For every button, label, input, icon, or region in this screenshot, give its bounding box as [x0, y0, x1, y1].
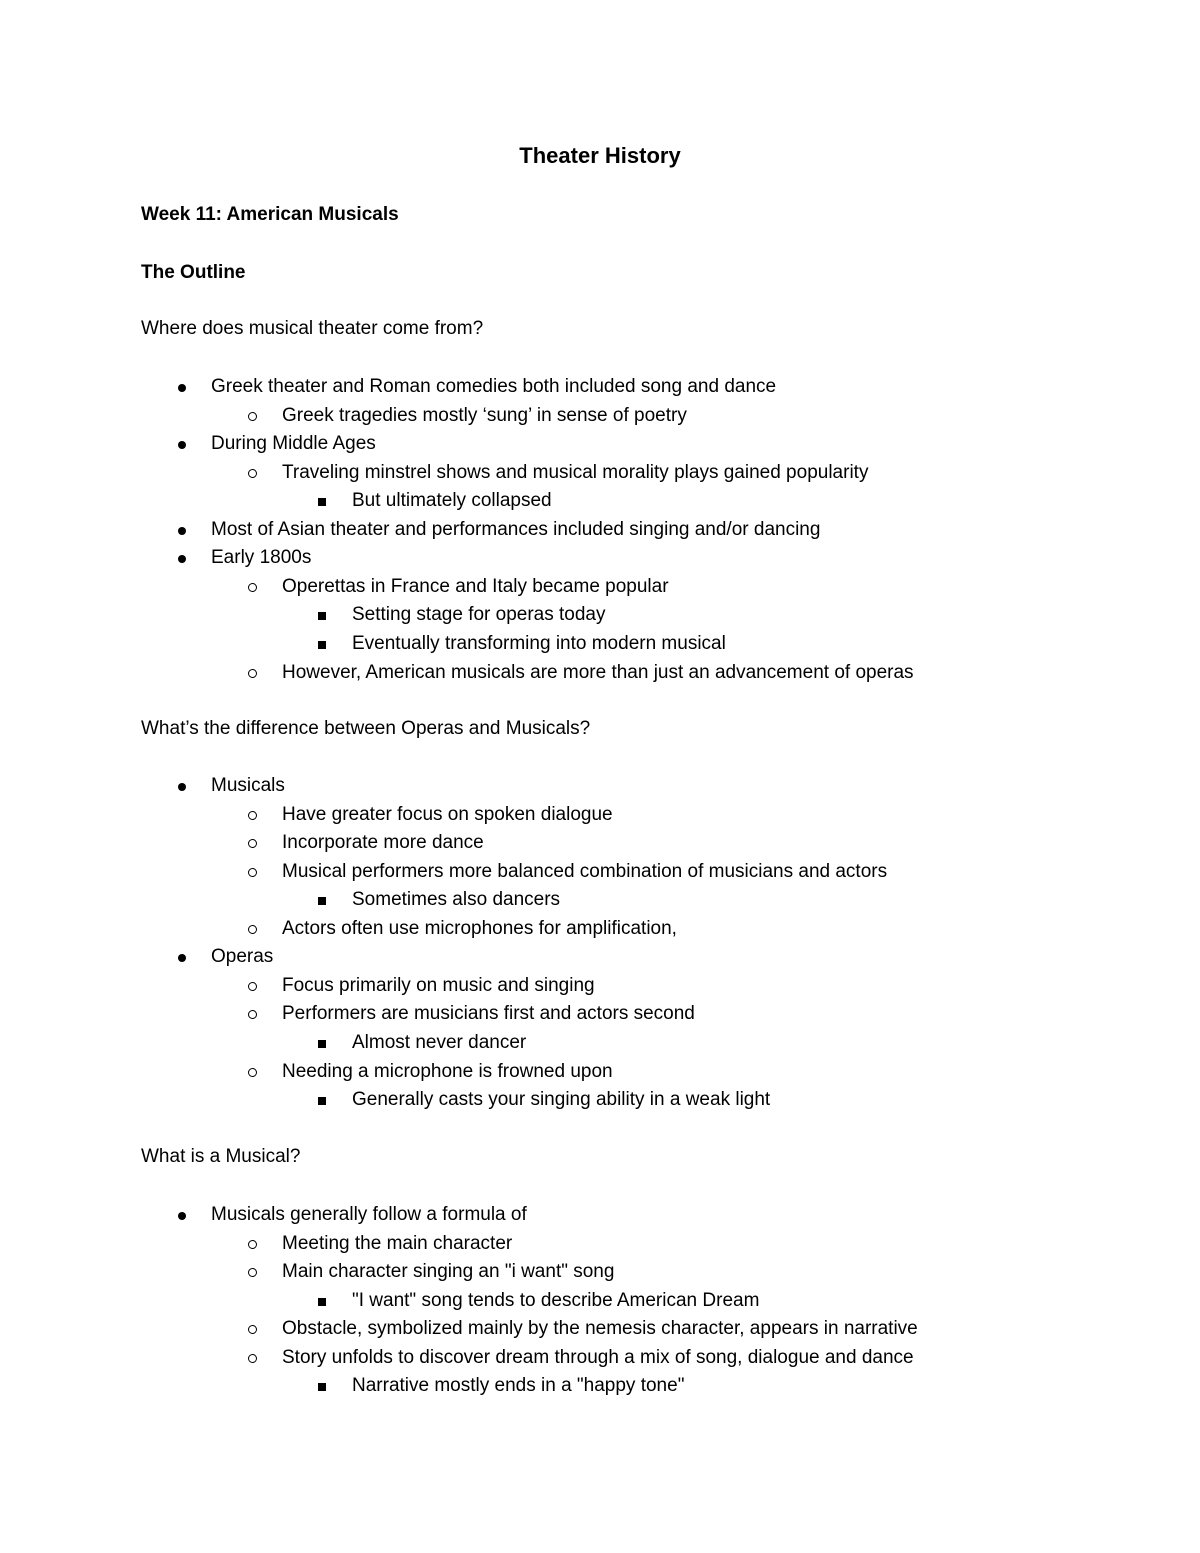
list-item-text: During Middle Ages: [211, 433, 376, 455]
list-item: [352, 1287, 759, 1315]
list-item: [282, 829, 484, 857]
list-item-text: Eventually transforming into modern musical: [352, 632, 726, 654]
list-item: [282, 915, 677, 943]
list-item: [282, 1058, 613, 1086]
bullet-disc-icon: [178, 441, 186, 449]
list-item: [352, 1372, 684, 1400]
list-item-text: Have greater focus on spoken dialogue: [282, 803, 613, 825]
list-item: [352, 1029, 526, 1057]
list-item-text: Musicals generally follow a formula of: [211, 1204, 527, 1225]
outline-heading: The Outline: [141, 262, 246, 283]
bullet-circle-icon: [248, 1068, 257, 1077]
bullet-square-icon: [318, 1097, 326, 1105]
list-item: [282, 1230, 512, 1258]
list-item-text: Performers are musicians first and actors second: [282, 1003, 695, 1025]
bullet-circle-icon: [248, 839, 257, 848]
list-item-text: Operas: [211, 946, 274, 968]
list-item: [211, 430, 376, 458]
list-item: [282, 972, 595, 1000]
bullet-circle-icon: [248, 811, 257, 820]
list-item-text: But ultimately collapsed: [352, 490, 552, 512]
bullet-disc-icon: [178, 527, 186, 535]
list-item: [352, 487, 552, 515]
list-item-text: Setting stage for operas today: [352, 604, 606, 626]
section-question: Where does musical theater come from?: [141, 318, 484, 339]
list-item-text: Musical performers more balanced combination of musicians and actors: [282, 860, 888, 882]
bullet-square-icon: [318, 641, 326, 649]
list-item: [282, 1315, 918, 1343]
list-item-text: However, American musicals are more than just an advancement of operas: [282, 661, 914, 683]
week-heading: Week 11: American Musicals: [141, 204, 399, 225]
document-title: Theater History: [519, 143, 681, 168]
list-item-text: Traveling minstrel shows and musical morality plays gained popularity: [282, 461, 869, 483]
list-item-text: Incorporate more dance: [282, 832, 484, 854]
bullet-square-icon: [318, 1383, 326, 1391]
list-item: [211, 373, 776, 401]
list-item: [282, 402, 687, 430]
bullet-disc-icon: [178, 783, 186, 791]
list-item-text: Story unfolds to discover dream through a mix of song, dialogue and dance: [282, 1346, 914, 1368]
list-item-text: Almost never dancer: [352, 1031, 527, 1053]
list-item-text: "I want" song tends to describe American Dream: [352, 1289, 760, 1311]
list-item-text: Narrative mostly ends in a "happy tone": [352, 1375, 685, 1397]
list-item: [282, 1000, 695, 1028]
list-item-text: Meeting the main character: [282, 1232, 513, 1254]
list-item-text: Early 1800s: [211, 547, 312, 569]
bullet-disc-icon: [178, 1212, 186, 1220]
list-item: [211, 1201, 527, 1229]
list-item-text: Needing a microphone is frowned upon: [282, 1060, 613, 1082]
bullet-circle-icon: [248, 1325, 257, 1334]
bullet-circle-icon: [248, 412, 257, 421]
bullet-circle-icon: [248, 1240, 257, 1249]
bullet-disc-icon: [178, 384, 186, 392]
list-item: [282, 858, 887, 886]
list-item: [211, 772, 285, 800]
list-item: [282, 659, 914, 687]
list-item: [352, 886, 560, 914]
bullet-square-icon: [318, 498, 326, 506]
list-item: [282, 801, 613, 829]
bullet-disc-icon: [178, 954, 186, 962]
list-item: [352, 1086, 770, 1114]
list-item-text: Actors often use microphones for amplification,: [282, 917, 677, 939]
list-item-text: Obstacle, symbolized mainly by the nemesis character, appears in narrative: [282, 1318, 918, 1340]
bullet-square-icon: [318, 612, 326, 620]
list-item-text: Operettas in France and Italy became popular: [282, 575, 669, 597]
bullet-circle-icon: [248, 669, 257, 678]
list-item: [211, 544, 311, 572]
bullet-square-icon: [318, 1040, 326, 1048]
list-item: [352, 630, 726, 658]
bullet-circle-icon: [248, 1354, 257, 1363]
list-item-text: Most of Asian theater and performances included singing and/or dancing: [211, 518, 821, 540]
list-item-text: Generally casts your singing ability in a weak light: [352, 1089, 771, 1111]
list-item: [282, 1344, 914, 1372]
section-question: What’s the difference between Operas and Musicals?: [141, 718, 591, 739]
list-item-text: Focus primarily on music and singing: [282, 974, 595, 996]
bullet-circle-icon: [248, 583, 257, 592]
bullet-disc-icon: [178, 555, 186, 563]
list-item: [282, 459, 868, 487]
list-item: [211, 943, 273, 971]
bullet-square-icon: [318, 1298, 326, 1306]
bullet-circle-icon: [248, 868, 257, 877]
bullet-circle-icon: [248, 1268, 257, 1277]
list-item: [282, 573, 669, 601]
bullet-circle-icon: [248, 469, 257, 478]
bullet-circle-icon: [248, 925, 257, 934]
list-item-text: Musicals: [211, 775, 285, 796]
list-item-text: Greek theater and Roman comedies both included song and dance: [211, 376, 777, 397]
bullet-circle-icon: [248, 982, 257, 991]
bullet-square-icon: [318, 897, 326, 905]
list-item-text: Main character singing an "i want" song: [282, 1261, 615, 1283]
list-item: [211, 516, 820, 544]
list-item: [352, 601, 606, 629]
list-item-text: Sometimes also dancers: [352, 889, 561, 911]
section-question: What is a Musical?: [141, 1146, 301, 1167]
bullet-circle-icon: [248, 1010, 257, 1019]
list-item: [282, 1258, 614, 1286]
list-item-text: Greek tragedies mostly ‘sung’ in sense of poetry: [282, 404, 687, 426]
